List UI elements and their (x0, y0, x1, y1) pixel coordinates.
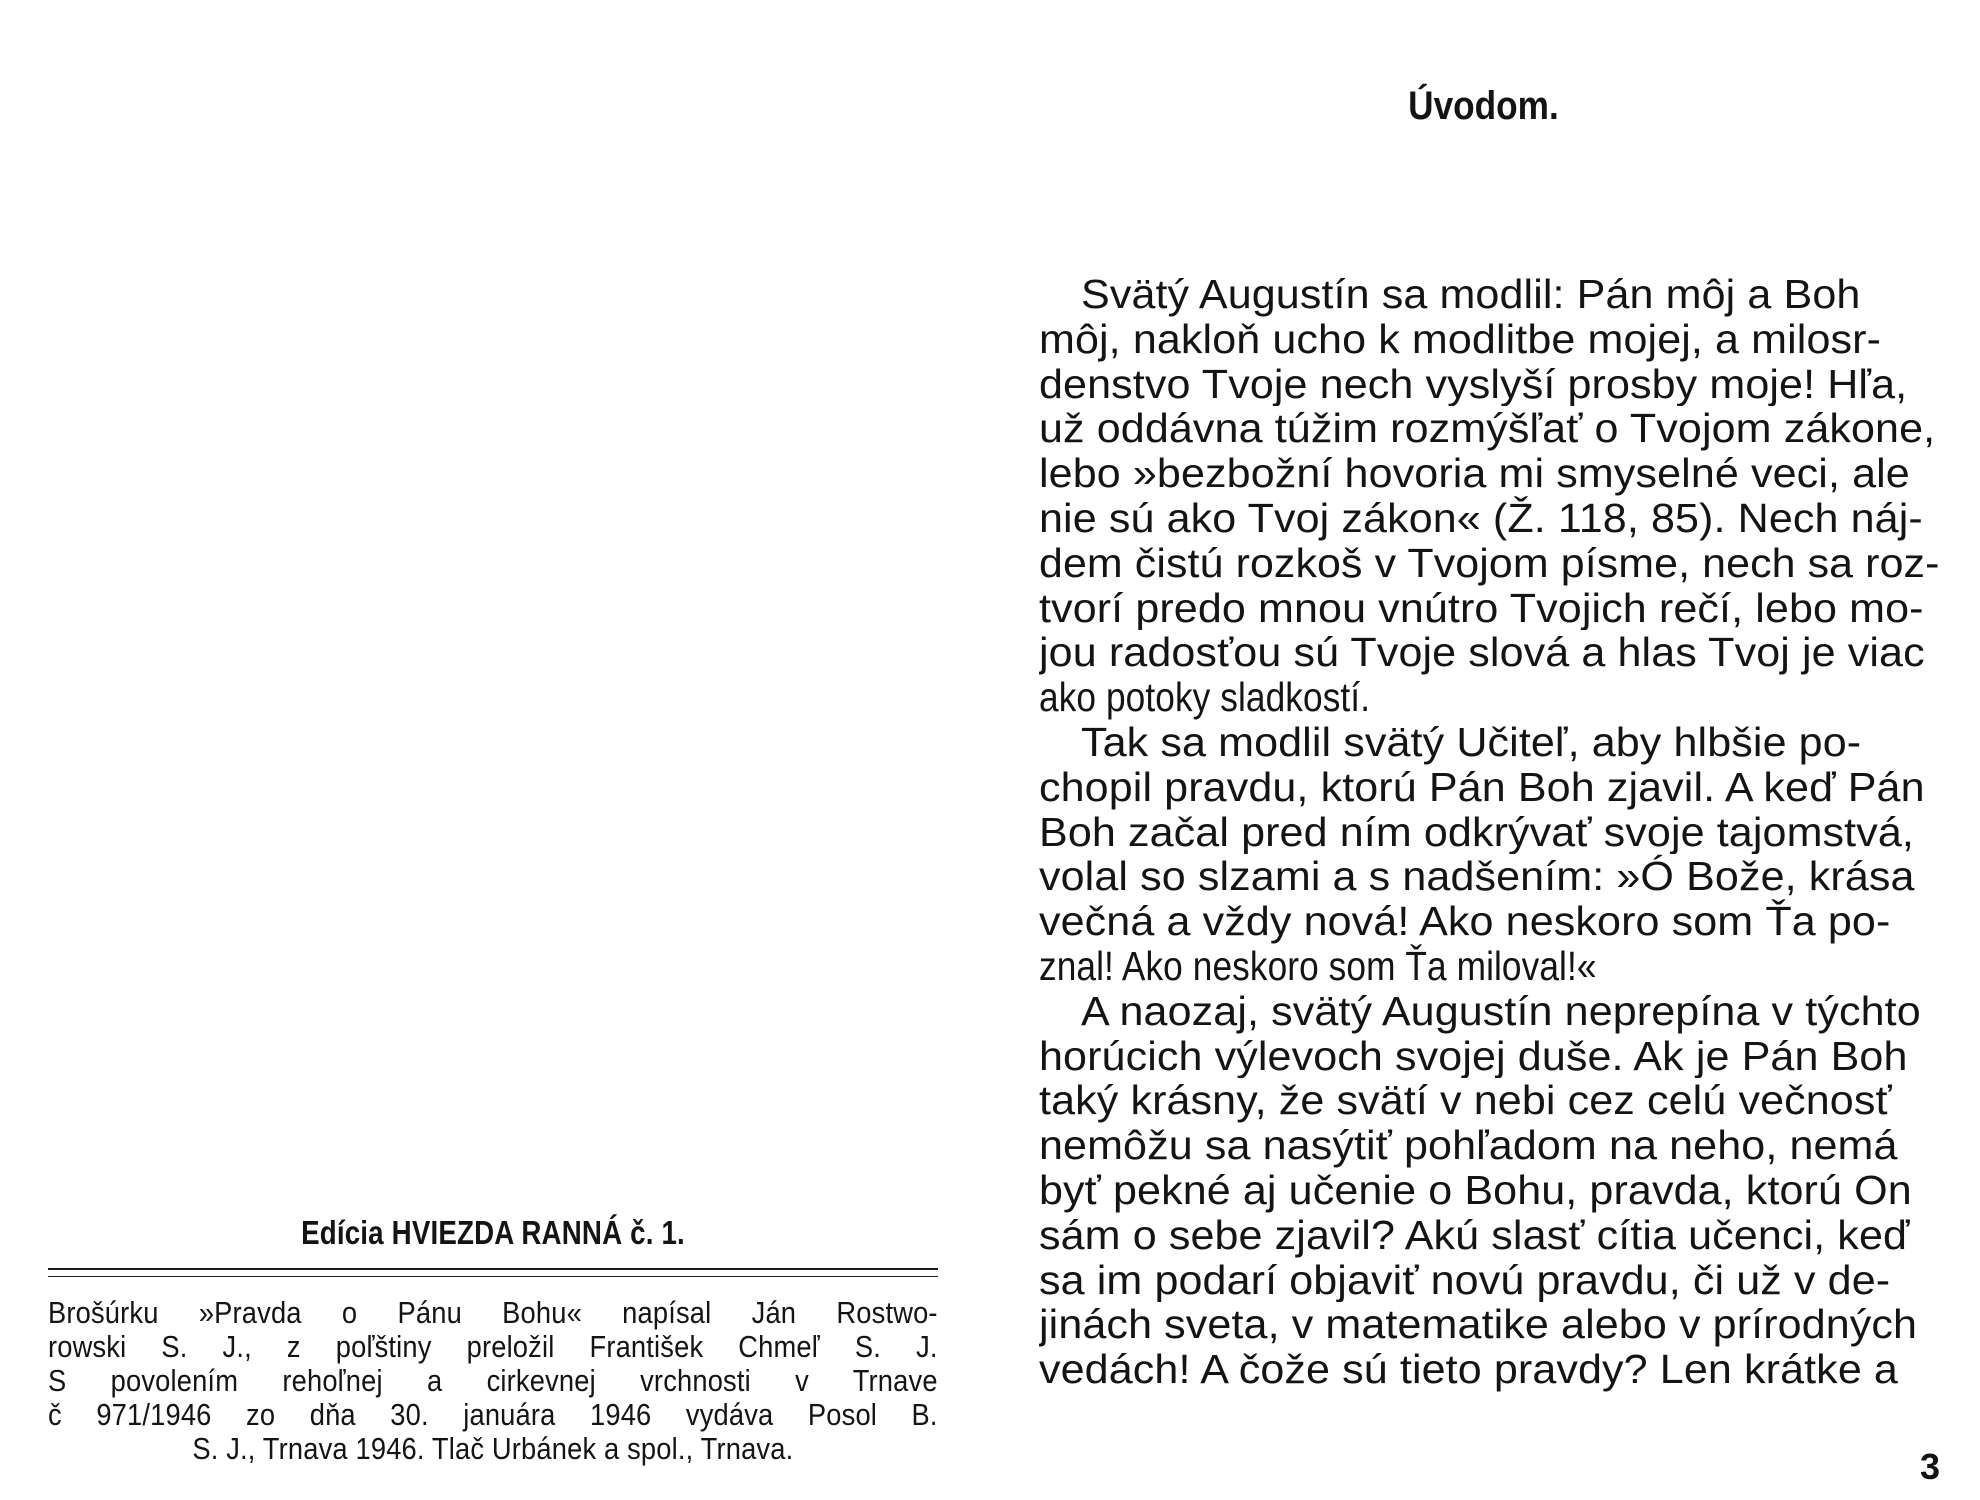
text-line (1039, 1347, 1939, 1392)
section-heading: Úvodom. (1408, 84, 1559, 128)
body-text (1039, 272, 1939, 1392)
divider-rule (48, 1268, 938, 1270)
text-line (1039, 1213, 1939, 1258)
text-line-content: znal! Ako neskoro som Ťa miloval!« (1039, 943, 1597, 989)
text-line (1039, 1258, 1939, 1303)
text-line-content: taký krásny, že svätí v nebi cez celú večnosť (1039, 1078, 1892, 1124)
text-line-content: už oddávna túžim rozmýšľať o Tvojom zákone, (1039, 406, 1936, 452)
text-line-content: vedách! A čože sú tieto pravdy? Len krátke a (1039, 1347, 1898, 1392)
text-line (1039, 362, 1939, 407)
text-line (1039, 406, 1939, 451)
text-line-content: jou radosťou sú Tvoje slová a hlas Tvoj je viac (1039, 630, 1925, 676)
colophon-line: Brošúrku »Pravda o Pánu Bohu« napísal Ján Rostwo- (48, 1295, 938, 1330)
colophon-line: S. J., Trnava 1946. Tlač Urbánek a spol., Trnava. (192, 1431, 794, 1466)
colophon-line: rowski S. J., z poľštiny preložil František Chmeľ S. J. (48, 1329, 938, 1364)
text-line-content: nie sú ako Tvoj zákon« (Ž. 118, 85). Nech náj- (1039, 495, 1923, 541)
text-line-content: horúcich výlevoch svojej duše. Ak je Pán Boh (1039, 1033, 1908, 1079)
text-line (1039, 451, 1939, 496)
colophon-line: č 971/1946 zo dňa 30. januára 1946 vydáva Posol B. (48, 1397, 938, 1432)
text-line-content: Tak sa modlil svätý Učiteľ, aby hlbšie po- (1081, 719, 1862, 765)
text-line-content: ako potoky sladkostí. (1039, 675, 1371, 720)
text-line (1039, 586, 1939, 631)
text-line (1039, 720, 1939, 765)
text-line-content: A naozaj, svätý Augustín neprepína v týchto (1081, 988, 1921, 1034)
text-line-content: lebo »bezbožní hovoria mi smyselné veci, ale (1039, 451, 1910, 496)
text-line-content: večná a vždy nová! Ako neskoro som Ťa po- (1039, 899, 1891, 944)
text-line-content: dem čistú rozkoš v Tvojom písme, nech sa roz- (1039, 540, 1939, 586)
text-line-content: Boh začal pred ním odkrývať svoje tajomstvá, (1039, 809, 1914, 855)
text-line (1039, 765, 1939, 810)
text-line (1039, 496, 1939, 541)
text-line-content: sa im podarí objaviť novú pravdu, či už v de- (1039, 1257, 1891, 1303)
text-line-content: tvorí predo mnou vnútro Tvojich rečí, lebo mo- (1039, 585, 1924, 631)
text-line-content: Svätý Augustín sa modlil: Pán môj a Boh (1081, 272, 1861, 317)
text-line (1039, 1034, 1939, 1079)
divider-rule-thin (48, 1276, 938, 1277)
text-line-content: jinách sveta, v matematike alebo v prírodných (1039, 1302, 1918, 1348)
text-line (1039, 675, 1939, 720)
text-line (1039, 1078, 1939, 1123)
text-line (1039, 854, 1939, 899)
text-line-content: sám o sebe zjavil? Akú slasť cítia učenci, keď (1039, 1212, 1910, 1258)
text-line (1039, 541, 1939, 586)
page-number: 3 (1920, 1446, 1941, 1487)
text-line-content: môj, nakloň ucho k modlitbe mojej, a milosr- (1039, 316, 1882, 362)
text-line-content: nemôžu sa nasýtiť pohľadom na neho, nemá (1039, 1123, 1898, 1168)
right-page (990, 0, 1980, 1500)
text-line (1039, 317, 1939, 362)
text-line (1039, 944, 1939, 989)
text-line (1039, 810, 1939, 855)
text-line (1039, 899, 1939, 944)
colophon-line: S povolením rehoľnej a cirkevnej vrchnosti v Trnave (48, 1363, 938, 1398)
text-line (1039, 1123, 1939, 1168)
text-line (1039, 630, 1939, 675)
text-line-content: volal so slzami a s nadšením: »Ó Bože, krása (1039, 854, 1915, 900)
text-line-content: chopil pravdu, ktorú Pán Boh zjavil. A keď Pán (1039, 764, 1925, 810)
text-line (1039, 1168, 1939, 1213)
text-line (1039, 1302, 1939, 1347)
text-line (1039, 989, 1939, 1034)
text-line-content: byť pekné aj učenie o Bohu, pravda, ktorú On (1039, 1167, 1912, 1213)
text-line-content: denstvo Tvoje nech vyslyší prosby moje! Hľa, (1039, 361, 1908, 407)
colophon (48, 1296, 938, 1466)
edition-title: Edícia HVIEZDA RANNÁ č. 1. (301, 1214, 685, 1251)
text-line (1039, 272, 1939, 317)
